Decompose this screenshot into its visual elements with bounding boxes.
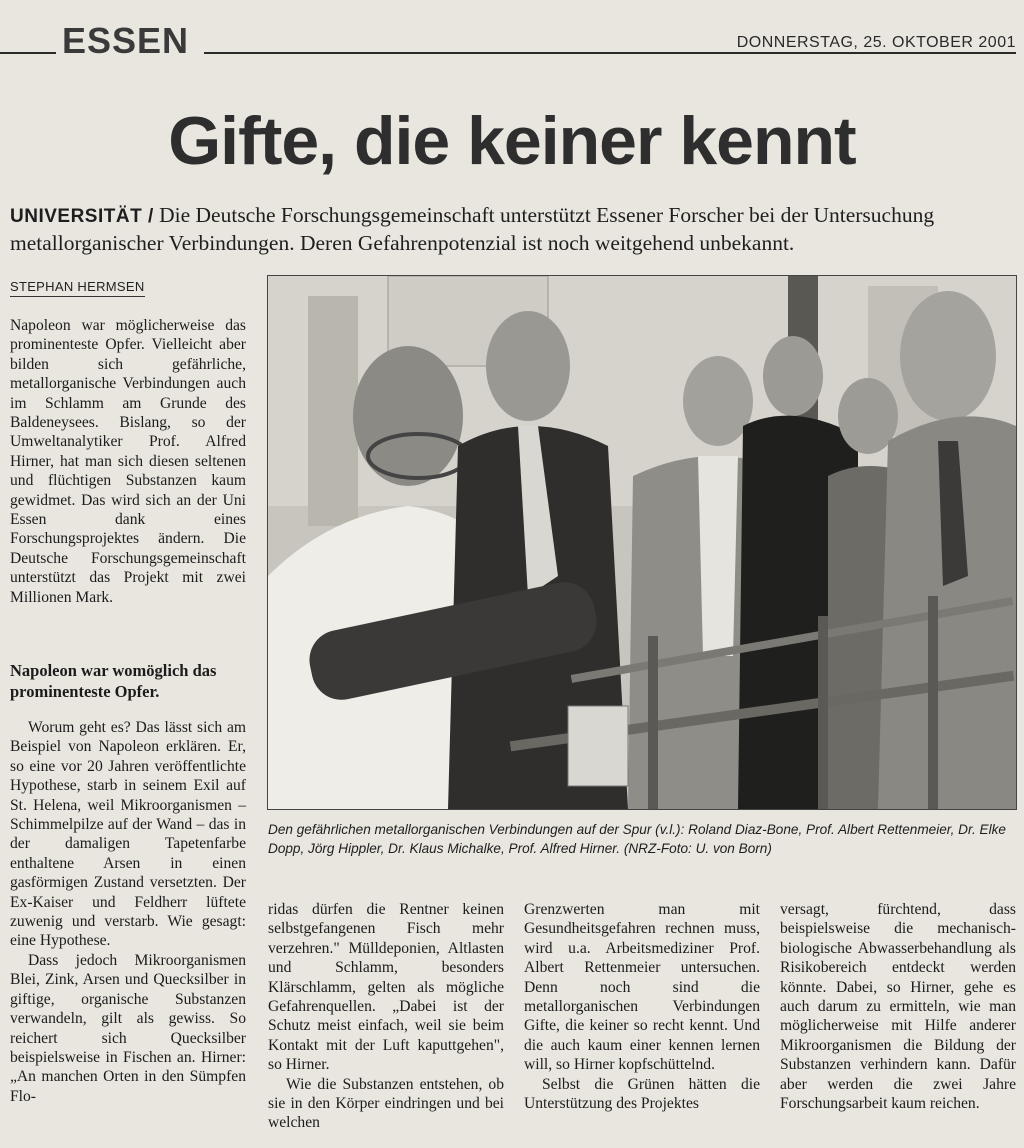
subhead: [10, 202, 1014, 257]
author-byline: STEPHAN HERMSEN: [10, 279, 145, 297]
paragraph: Selbst die Grünen hätten die Unterstützung des Projektes: [524, 1075, 760, 1113]
paragraph: Worum geht es? Das lässt sich am Beispiel von Napoleon erklären. Er, so eine vor 20 Jahren veröffentlichte Hypothese, starb in seinem Exil auf St. Helena, weil Mikroorganismen – Schimmelpilze auf der Wand – das in der damaligen Tapetenfarbe enthaltene Arsen in einen gasförmigen Zustand versetzten. Der Ex-Kaiser und Feldherr lüftete zuwenig und verstarb. Wie gesagt: eine Hypothese.: [10, 719, 246, 950]
section-title: ESSEN: [62, 20, 190, 61]
paragraph: Dass jedoch Mikroorganismen Blei, Zink, Arsen und Quecksilber in giftige, organische Substanzen verwandeln, gilt als gewiss. So reichert sich Quecksilber beispielsweise in Fischen an. Hirner: „An manchen Orten in den Sümpfen Flo-: [10, 951, 246, 1105]
column-3: [524, 900, 760, 1113]
kicker: UNIVERSITÄT /: [10, 206, 154, 227]
paragraph: Wie die Substanzen entstehen, ob sie in den Körper eindringen und bei welchen: [268, 1075, 504, 1132]
paragraph: ridas dürfen die Rentner keinen selbstgefangenen Fisch mehr verzehren." Mülldeponien, Altlasten und Schlamm, besonders Klärschlamm, gelten als mögliche Gefahrenquellen. „Dabei ist der Schutz meist einfach, weil sie beim Kontakt mit der Luft kaputtgehen", so Hirner.: [268, 901, 504, 1074]
column-2: [268, 900, 504, 1133]
paragraph: Grenzwerten man mit Gesundheitsgefahren rechnen muss, wird u.a. Arbeitsmediziner Prof. Albert Rettenmeier untersuchen. Denn noch sind die metallorganischen Verbindungen Gifte, die keiner so recht kennt. Und die auch kaum einer kennen lernen will, so Hirner kopfschüttelnd.: [524, 901, 760, 1074]
lead-paragraph: [10, 316, 246, 607]
header-rule-right: [204, 52, 1016, 54]
column-4: [780, 900, 1016, 1113]
headline: Gifte, die keiner kennt: [168, 103, 856, 179]
photo-illustration: [268, 276, 1016, 809]
article-photo: [267, 275, 1017, 810]
issue-date: DONNERSTAG, 25. OKTOBER 2001: [736, 34, 1016, 51]
subheading: Napoleon war womöglich das prominenteste Opfer.: [10, 661, 217, 701]
lead-text: Napoleon war möglicherweise das prominenteste Opfer. Vielleicht aber bilden sich gefährliche, metallorganische Verbindungen auch im Schlamm am Grunde des Baldeneysees. Bislang, so der Umweltanalytiker Prof. Alfred Hirner, hat man sich diesen seltenen und flüchtigen Substanzen kaum gewidmet. Das wird sich an der Uni Essen dank eines Forschungsprojektes ändern. Die Deutsche Forschungsgemeinschaft unterstützt das Projekt mit zwei Millionen Mark.: [10, 317, 246, 606]
photo-caption: Den gefährlichen metallorganischen Verbindungen auf der Spur (v.l.): Roland Diaz-Bone, Prof. Albert Rettenmeier, Dr. Elke Dopp, Jörg Hippler, Dr. Klaus Michalke, Prof. Alfred Hirner. (NRZ-Foto: U. von Born): [268, 822, 1006, 856]
subhead-text: Die Deutsche Forschungsgemeinschaft unterstützt Essener Forscher bei der Untersuchung metallorganischer Verbindungen. Deren Gefahrenpotenzial ist noch weitgehend unbekannt.: [10, 203, 935, 255]
paragraph: versagt, fürchtend, dass beispielsweise die mechanisch-biologische Abwasserbehandlung als Risikobereich entdeckt werden könnte. Dabei, so Hirner, gehe es auch darum zu ermitteln, wie man möglicherweise mit Hilfe anderer Mikroorganismen die Bildung der Substanzen verhindern kann. Dafür aber werden die zwei Jahre Forschungsarbeit kaum reichen.: [780, 901, 1016, 1113]
header-rule-left: [0, 52, 56, 54]
left-column-body: [10, 718, 246, 1106]
